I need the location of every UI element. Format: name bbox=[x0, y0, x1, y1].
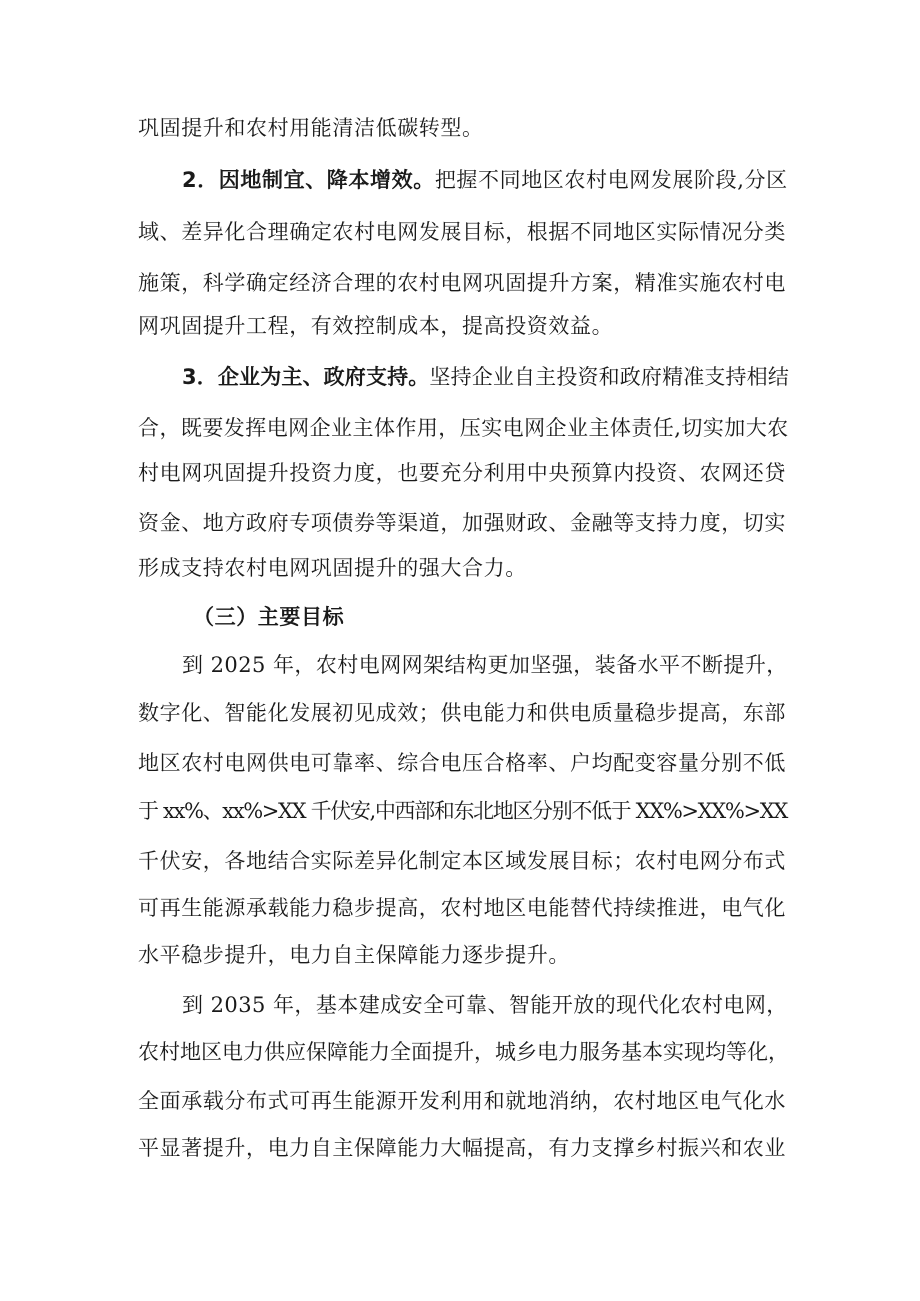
text-line: 于 xx%、xx%>XX 千伏安,中西部和东北地区分别不低于 XX%>XX%>XX bbox=[138, 799, 787, 823]
paragraph-line bbox=[0, 650, 920, 680]
text-line: 千伏安，各地结合实际差异化制定本区域发展目标；农村电网分布式 bbox=[138, 849, 786, 873]
paragraph-line bbox=[0, 990, 920, 1020]
paragraph-line bbox=[0, 748, 920, 778]
paragraph-line bbox=[0, 893, 920, 923]
paragraph-line bbox=[0, 268, 920, 298]
text-line: 到 2025 年，农村电网网架结构更加坚强，装备水平不断提升， bbox=[182, 653, 788, 677]
paragraph-line bbox=[0, 1133, 920, 1163]
section-heading: （三）主要目标 bbox=[193, 605, 345, 629]
paragraph-line bbox=[0, 553, 920, 583]
text-line: 全面承载分布式可再生能源开发利用和就地消纳，农村地区电气化水 bbox=[138, 1089, 786, 1113]
paragraph-line bbox=[0, 413, 920, 443]
text-line: 村电网巩固提升投资力度，也要充分利用中央预算内投资、农网还贷 bbox=[138, 461, 786, 485]
paragraph-line bbox=[0, 311, 920, 341]
paragraph-line bbox=[0, 458, 920, 488]
paragraph-line bbox=[0, 1037, 920, 1067]
text-line: 施策，科学确定经济合理的农村电网巩固提升方案，精准实施农村电 bbox=[138, 271, 786, 295]
text-line: 水平稳步提升，电力自主保障能力逐步提升。 bbox=[138, 943, 570, 967]
principle-3-title: 3．企业为主、政府支持。 bbox=[182, 365, 430, 389]
text-line: 坚持企业自主投资和政府精准支持相结 bbox=[429, 365, 789, 389]
text-line: 把握不同地区农村电网发展阶段,分区 bbox=[434, 168, 788, 192]
paragraph-line bbox=[0, 698, 920, 728]
text-line: 资金、地方政府专项债券等渠道，加强财政、金融等支持力度，切实 bbox=[138, 511, 786, 535]
text-line: 合，既要发挥电网企业主体作用，压实电网企业主体责任,切实加大农 bbox=[138, 416, 789, 440]
paragraph-line bbox=[0, 940, 920, 970]
principle-3-first-line bbox=[0, 362, 920, 392]
text-line: 域、差异化合理确定农村电网发展目标，根据不同地区实际情况分类 bbox=[138, 220, 786, 244]
text-line: 可再生能源承载能力稳步提高，农村地区电能替代持续推进，电气化 bbox=[138, 896, 786, 920]
text-line: 农村地区电力供应保障能力全面提升，城乡电力服务基本实现均等化， bbox=[138, 1040, 789, 1064]
text-line: 地区农村电网供电可靠率、综合电压合格率、户均配变容量分别不低 bbox=[138, 751, 786, 775]
principle-2-title: 2．因地制宜、降本增效。 bbox=[182, 168, 435, 192]
paragraph-line bbox=[0, 796, 920, 826]
paragraph-line bbox=[0, 217, 920, 247]
text-line: 数字化、智能化发展初见成效；供电能力和供电质量稳步提高，东部 bbox=[138, 701, 786, 725]
paragraph-line bbox=[0, 508, 920, 538]
text-line: 平显著提升，电力自主保障能力大幅提高，有力支撑乡村振兴和农业 bbox=[138, 1136, 786, 1160]
text-line: 巩固提升和农村用能清洁低碳转型。 bbox=[138, 116, 484, 140]
paragraph-line bbox=[0, 113, 920, 143]
principle-2-first-line bbox=[0, 165, 920, 195]
paragraph-line bbox=[0, 846, 920, 876]
paragraph-line bbox=[0, 1086, 920, 1116]
text-line: 网巩固提升工程，有效控制成本，提高投资效益。 bbox=[138, 314, 614, 338]
text-line: 形成支持农村电网巩固提升的强大合力。 bbox=[138, 556, 527, 580]
text-line: 到 2035 年，基本建成安全可靠、智能开放的现代化农村电网， bbox=[182, 993, 788, 1017]
